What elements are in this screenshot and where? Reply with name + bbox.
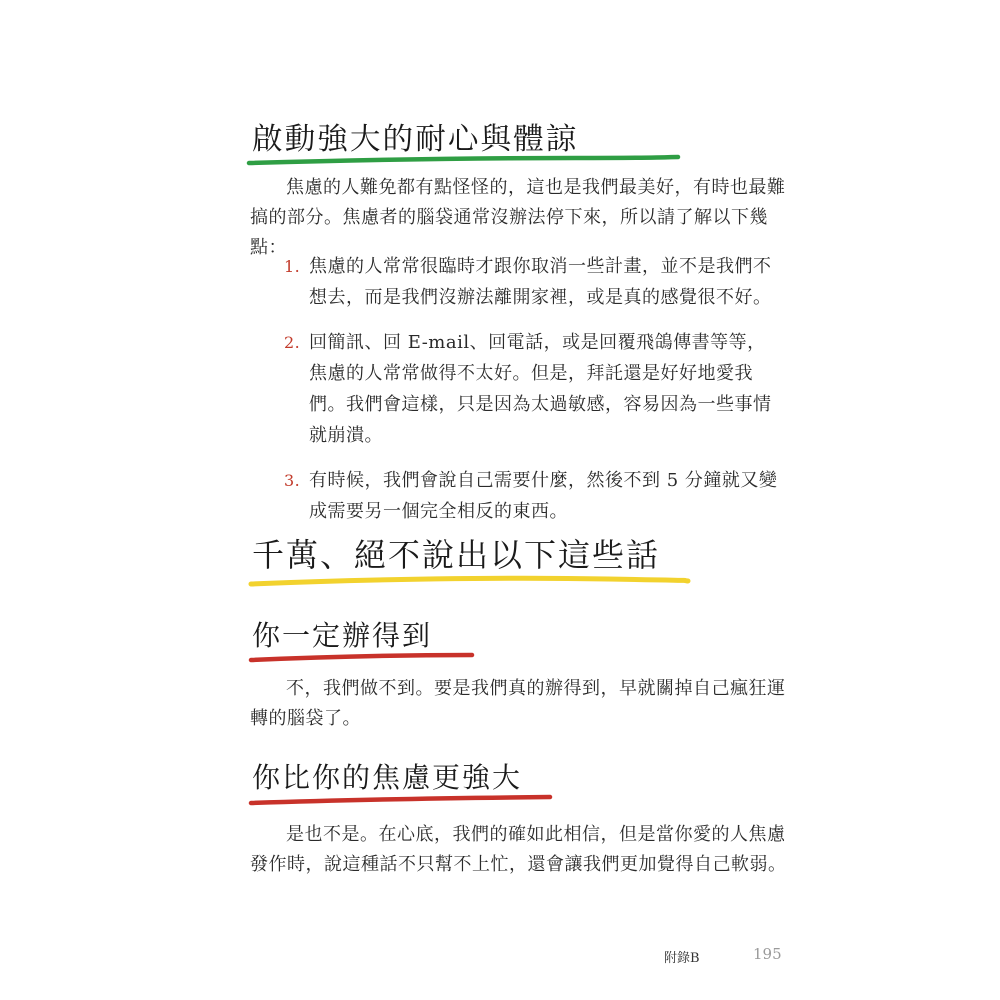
paragraph-you-can-do-it: 不，我們做不到。要是我們真的辦得到，早就關掉自己瘋狂運轉的腦袋了。: [250, 678, 786, 729]
list-item-text: 焦慮的人常常很臨時才跟你取消一些計畫，並不是我們不想去，而是我們沒辦法離開家裡，或是真的感覺很不好。: [309, 256, 772, 308]
list-number: 1.: [284, 257, 301, 276]
green-underline: [246, 154, 686, 168]
subheading-you-can-do-it: 你一定辦得到: [252, 619, 433, 652]
list-item: [284, 465, 784, 527]
appendix-label: 附錄B: [664, 951, 700, 966]
section-heading-patience: 啟動強大的耐心與體諒: [252, 122, 579, 157]
list-item-text: 回簡訊、回 E-mail、回電話，或是回覆飛鴿傳書等等，焦慮的人常常做得不太好。但是，拜託還是好好地愛我們。我們會這樣，只是因為太過敏感，容易因為一些事情就崩潰。: [309, 332, 772, 446]
intro-paragraph: 焦慮的人難免都有點怪怪的，這也是我們最美好，有時也最難搞的部分。焦慮者的腦袋通常沒辦法停下來，所以請了解以下幾點：: [250, 177, 786, 258]
list-item: [284, 251, 784, 313]
paragraph-stronger-than-anxiety: 是也不是。在心底，我們的確如此相信，但是當你愛的人焦慮發作時，說這種話不只幫不上忙，還會讓我們更加覺得自己軟弱。: [250, 824, 787, 875]
red-underline: [248, 794, 560, 808]
list-number: 3.: [284, 471, 301, 490]
list-item-text: 有時候，我們會說自己需要什麼，然後不到 5 分鐘就又變成需要另一個完全相反的東西。: [309, 470, 778, 522]
list-item: [284, 327, 784, 451]
red-underline: [248, 651, 480, 665]
page-number: 195: [753, 945, 782, 963]
subheading-stronger-than-anxiety: 你比你的焦慮更強大: [252, 761, 523, 794]
yellow-underline: [248, 574, 698, 588]
tips-list: [284, 251, 784, 527]
list-number: 2.: [284, 333, 301, 352]
section-heading-never-say: 千萬、絕不說出以下這些話: [252, 536, 661, 574]
